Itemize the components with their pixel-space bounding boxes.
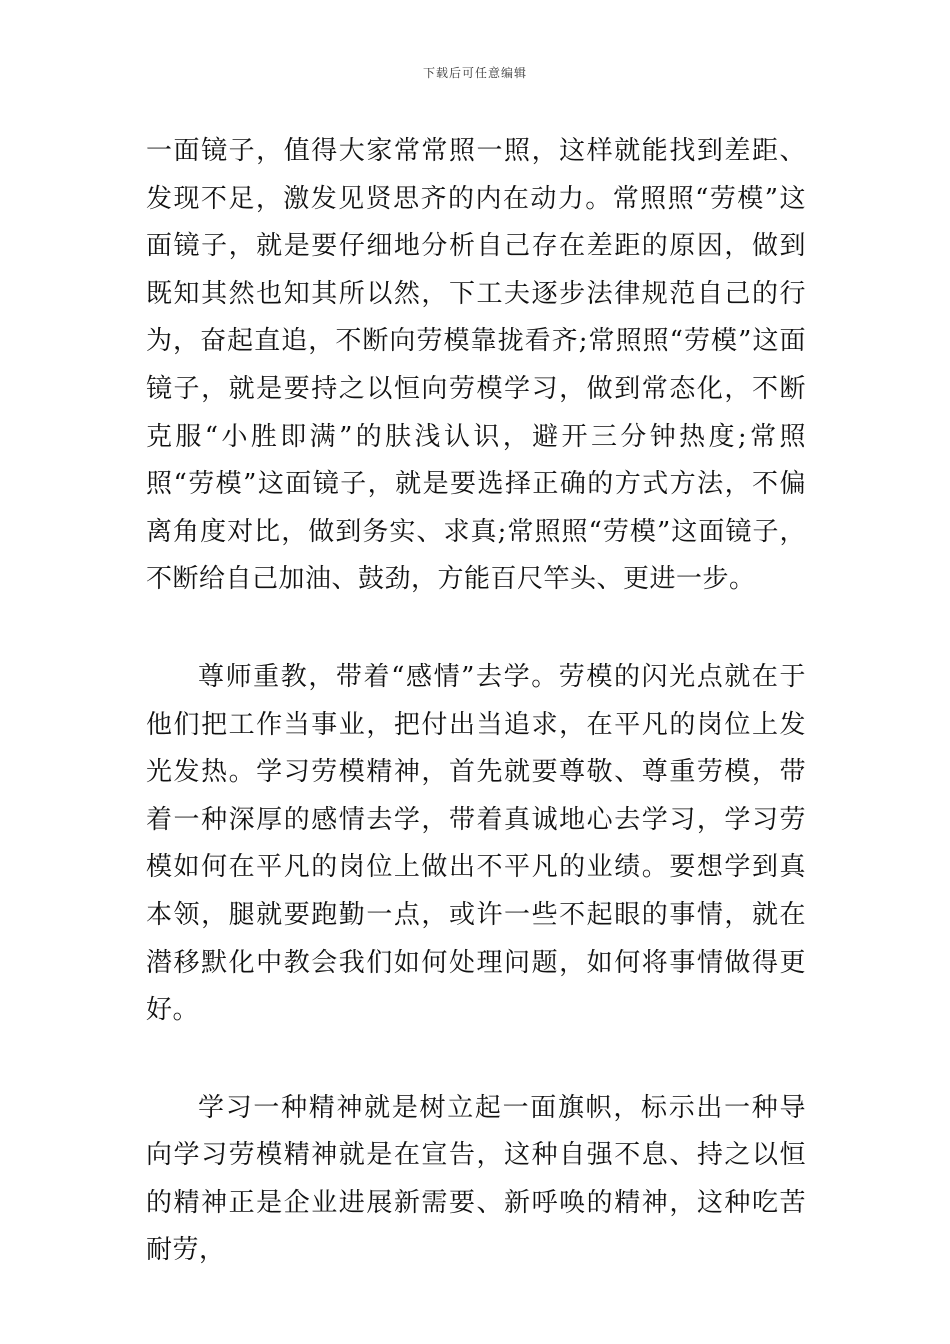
paragraph-spacer xyxy=(146,1035,806,1085)
paragraph-mirror: 一面镜子，值得大家常常照一照，这样就能找到差距、发现不足，激发见贤思齐的内在动力。常照照“劳模”这面镜子，就是要仔细地分析自己存在差距的原因，做到既知其然也知其所以然，下工夫逐步法律规范自己的行为，奋起直追，不断向劳模靠拢看齐;常照照“劳模”这面镜子，就是要持之以恒向劳模学习，做到常态化，不断克服“小胜即满”的肤浅认识，避开三分钟热度;常照照“劳模”这面镜子，就是要选择正确的方式方法，不偏离角度对比，做到务实、求真;常照照“劳模”这面镜子，不断给自己加油、鼓劲，方能百尺竿头、更进一步。 xyxy=(146,136,806,595)
paragraph-respect-teachers: 尊师重教，带着“感情”去学。劳模的闪光点就在于他们把工作当事业，把付出当追求，在平凡的岗位上发光发热。学习劳模精神，首先就要尊敬、尊重劳模，带着一种深厚的感情去学，带着真诚地心去学习，学习劳模如何在平凡的岗位上做出不平凡的业绩。要想学到真本领，腿就要跑勤一点，或许一些不起眼的事情，就在潜移默化中教会我们如何处理问题，如何将事情做得更好。 xyxy=(146,661,806,1026)
page-header-note: 下载后可任意编辑 xyxy=(422,66,527,80)
paragraph-spacer xyxy=(146,604,806,654)
document-body xyxy=(146,128,806,1275)
paragraph-learning-spirit: 学习一种精神就是树立起一面旗帜，标示出一种导向学习劳模精神就是在宣告，这种自强不息、持之以恒的精神正是企业进展新需要、新呼唤的精神，这种吃苦耐劳， xyxy=(146,1092,806,1266)
